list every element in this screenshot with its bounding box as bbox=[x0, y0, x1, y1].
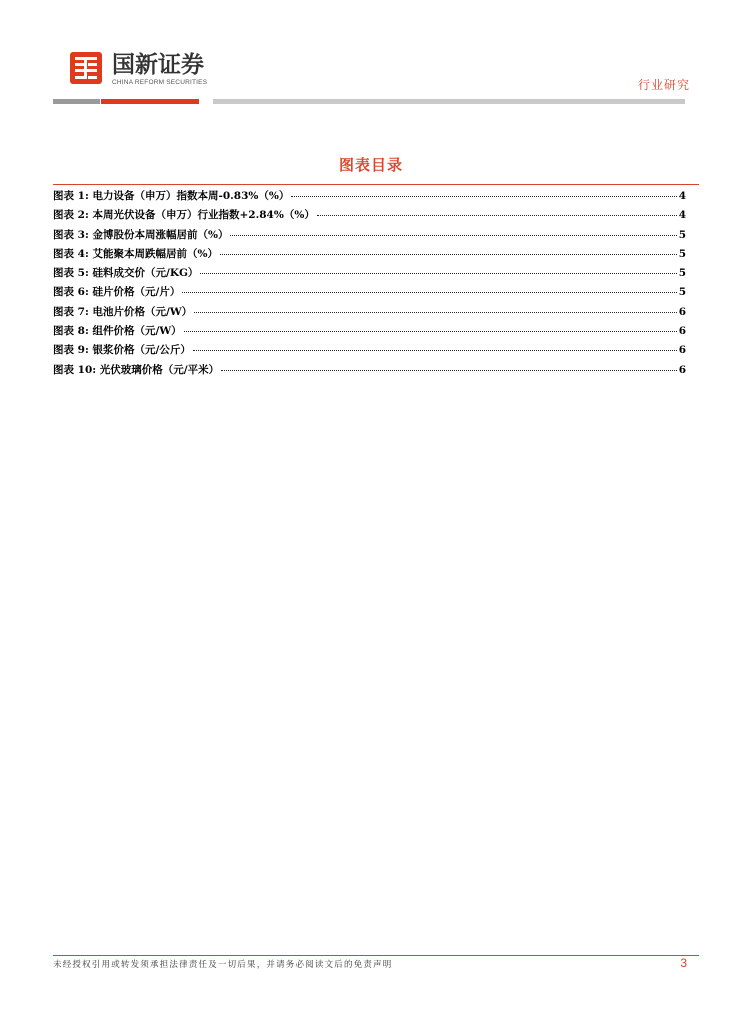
toc-entry-page: 6 bbox=[678, 325, 686, 338]
toc-leader-dots bbox=[194, 312, 677, 313]
toc-entry-page: 6 bbox=[678, 363, 686, 376]
toc-leader-dots bbox=[230, 235, 676, 236]
toc-entry[interactable] bbox=[53, 342, 686, 361]
toc-entry-caption: 图表 5: 硅料成交价（元/KG） bbox=[53, 267, 199, 280]
company-logo bbox=[70, 52, 207, 87]
toc-list bbox=[53, 188, 686, 381]
toc-entry-caption: 图表 6: 硅片价格（元/片） bbox=[53, 286, 181, 299]
toc-entry-page: 6 bbox=[678, 305, 686, 318]
toc-entry[interactable] bbox=[53, 246, 686, 265]
toc-entry-caption: 图表 9: 银浆价格（元/公斤） bbox=[53, 344, 191, 357]
toc-leader-dots bbox=[184, 331, 677, 332]
toc-entry-page: 5 bbox=[678, 267, 686, 280]
footer-disclaimer: 未经授权引用或转发须承担法律责任及一切后果，并请务必阅读文后的免责声明 bbox=[53, 960, 393, 970]
toc-entry[interactable] bbox=[53, 207, 686, 226]
page-number: 3 bbox=[680, 956, 687, 970]
toc-entry-page: 5 bbox=[678, 228, 686, 241]
toc-entry[interactable] bbox=[53, 284, 686, 303]
toc-entry-caption: 图表 3: 金博股份本周涨幅居前（%） bbox=[53, 228, 229, 241]
toc-leader-dots bbox=[200, 273, 676, 274]
toc-entry-caption: 图表 4: 艾能聚本周跌幅居前（%） bbox=[53, 247, 218, 260]
logo-english-name: CHINA REFORM SECURITIES bbox=[112, 79, 208, 86]
toc-entry-page: 5 bbox=[678, 286, 686, 299]
toc-entry-caption: 图表 1: 电力设备（申万）指数本周-0.83%（%） bbox=[53, 190, 290, 202]
header-bar-red bbox=[101, 99, 199, 104]
toc-leader-dots bbox=[182, 292, 676, 293]
toc-entry-page: 4 bbox=[678, 209, 686, 222]
toc-entry[interactable] bbox=[53, 227, 686, 246]
toc-entry-page: 4 bbox=[678, 190, 686, 202]
toc-entry-caption: 图表 8: 组件价格（元/W） bbox=[53, 325, 182, 338]
toc-entry-caption: 图表 2: 本周光伏设备（申万）行业指数+2.84%（%） bbox=[53, 209, 315, 222]
logo-chinese-name: 国新证券 bbox=[112, 52, 204, 78]
logo-emblem-icon bbox=[70, 52, 102, 84]
toc-title: 图表目录 bbox=[338, 156, 403, 174]
header-bar-gray-left bbox=[53, 99, 100, 104]
toc-title-divider bbox=[53, 184, 699, 185]
toc-entry-caption: 图表 7: 电池片价格（元/W） bbox=[53, 305, 193, 318]
toc-entry[interactable] bbox=[53, 304, 686, 323]
toc-leader-dots bbox=[317, 215, 677, 216]
toc-entry-page: 5 bbox=[678, 247, 686, 260]
toc-leader-dots bbox=[193, 350, 677, 351]
toc-leader-dots bbox=[220, 254, 677, 255]
report-type-label: 行业研究 bbox=[637, 78, 690, 92]
toc-entry[interactable] bbox=[53, 188, 686, 207]
footer-divider bbox=[53, 955, 699, 956]
header-bar-gray-right bbox=[213, 99, 685, 104]
toc-leader-dots bbox=[291, 196, 676, 197]
toc-entry[interactable] bbox=[53, 265, 686, 284]
toc-entry[interactable] bbox=[53, 323, 686, 342]
toc-entry[interactable] bbox=[53, 362, 686, 381]
toc-entry-page: 6 bbox=[678, 344, 686, 357]
toc-leader-dots bbox=[221, 370, 677, 371]
toc-entry-caption: 图表 10: 光伏玻璃价格（元/平米） bbox=[53, 363, 220, 376]
